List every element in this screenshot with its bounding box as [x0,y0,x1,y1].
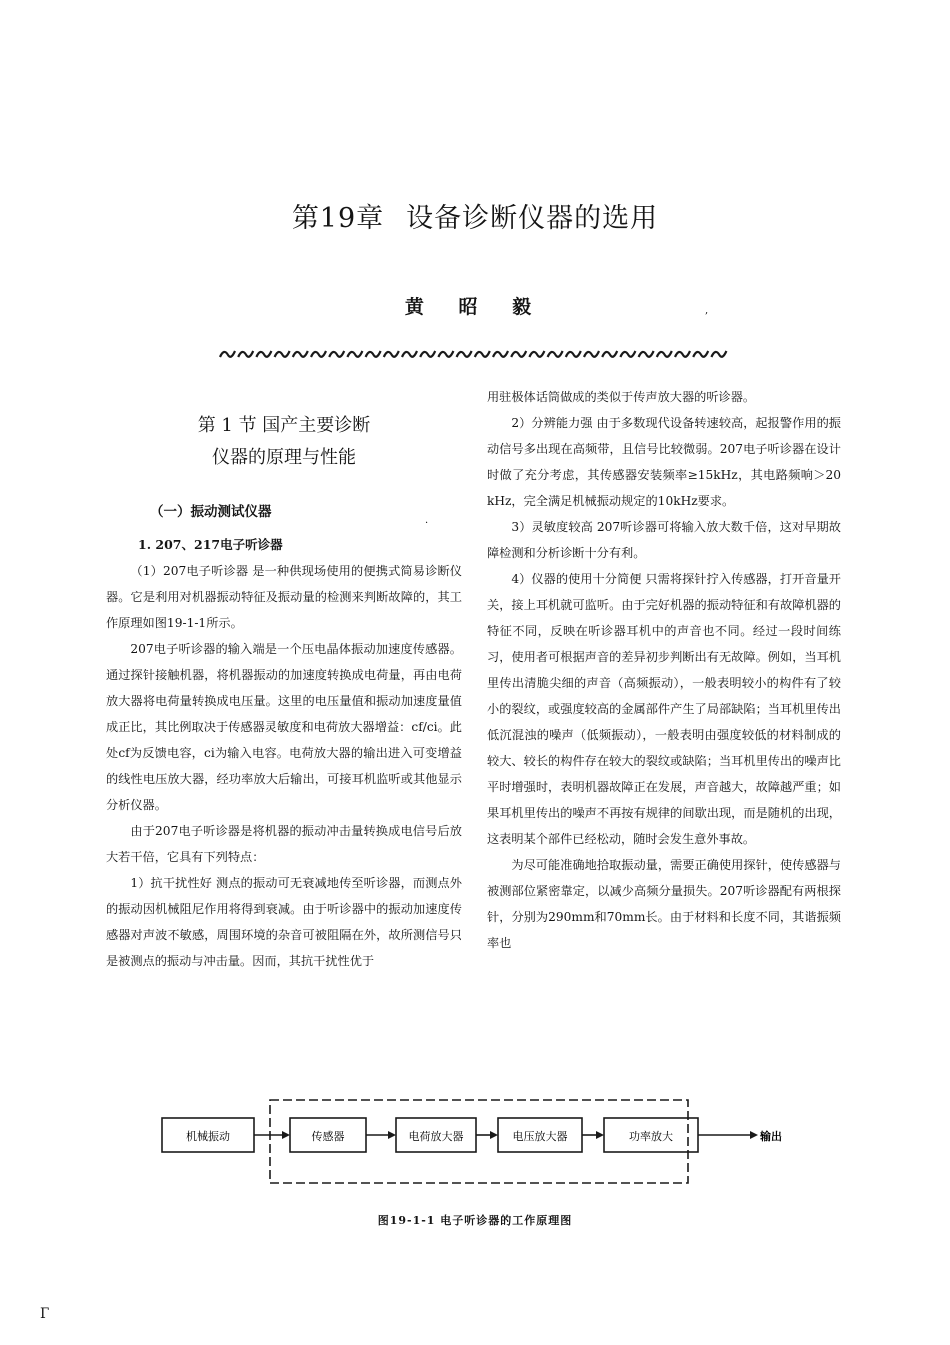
block-label: 电压放大器 [512,1130,568,1143]
paragraph: 2）分辨能力强 由于多数现代设备转速较高，起报警作用的振动信号多出现在高频带，且信号比较微弱。207电子听诊器在设计时做了充分考虑，其传感器安装频率≥15kHz，其电路频响＞20 kHz，完全满足机械振动规定的10kHz要求。 [487,416,841,508]
block-label: 传感器 [311,1130,345,1143]
paragraph: 1）抗干扰性好 测点的振动可无衰减地传至听诊器，而测点外的振动因机械阻尼作用将得到衰减。由于听诊器中的振动加速度传感器对声波不敏感，周围环境的杂音可被阻隔在外，故所测信号只是被测点的振动与冲击量。因而，其抗干扰性优于 [106,876,462,968]
paragraph: 4）仪器的使用十分简便 只需将探针拧入传感器，打开音量开关，接上耳机就可监听。由于完好机器的振动特征和有故障机器的特征不同，反映在听诊器耳机中的声音也不同。经过一段时间练习，使用者可根据声音的差异初步判断出有无故障。例如，当耳机里传出清脆尖细的声音（高频振动），一般表明较小的构件有了较小的裂纹，或强度较高的金属部件产生了局部缺陷；当耳机里传出低沉混浊的噪声（低频振动），一般表明由强度较低的材料制成的较大、较长的构件存在较大的裂纹或缺陷；当耳机里传出的噪声比平时增强时，表明机器故障正在发展，声音越大，故障越严重；如果耳机里传出的噪声不再按有规律的间歇出现，而是随机的出现，这表明某个部件已经松动，随时会发生意外事故。 [487,572,841,846]
scan-speck: , [705,305,709,316]
scan-mark: Г [40,1306,50,1322]
section-title-line1: 第 1 节 国产主要诊断 [197,415,371,436]
chapter-number: 第19章 [291,203,385,234]
author-name: 黄 昭 毅 [404,296,546,318]
right-column [487,384,841,956]
paragraph: 为尽可能准确地拾取振动量，需要正确使用探针，使传感器与被测部位紧密靠定，以减少高频分量损失。207听诊器配有两根探针，分别为290mm和70mm长。由于材料和长度不同，其谐振频率也 [487,858,841,950]
section-title [106,410,462,474]
paragraph: 207电子听诊器的输入端是一个压电晶体振动加速度传感器。通过探针接触机器，将机器振动的加速度转换成电荷量，再由电荷放大器将电荷量转换成电压量。这里的电压量值和振动加速度量值成正比，其比例取决于传感器灵敏度和电荷放大器增益：cf/ci。此处cf为反馈电容，ci为输入电容。电荷放大器的输出进入可变增益的线性电压放大器，经功率放大后输出，可接耳机监听或其他显示分析仪器。 [106,642,462,812]
paragraph: 3）灵敏度较高 207听诊器可将输入放大数千倍，这对早期故障检测和分析诊断十分有利。 [487,520,841,560]
block-label: 电荷放大器 [408,1130,464,1143]
section-title-line2: 仪器的原理与性能 [212,447,356,468]
output-label: 输出 [760,1130,782,1143]
block-label: 功率放大 [629,1130,673,1143]
subsection-heading: （一）振动测试仪器 [150,504,272,520]
ornament-divider [216,346,728,362]
chapter-name: 设备诊断仪器的选用 [406,203,659,234]
subsubsection-heading: 1. 207、217电子听诊器 [138,537,283,552]
scan-speck: · [425,518,429,529]
block-label: 机械振动 [186,1130,230,1143]
block-diagram [150,1090,800,1200]
paragraph: （1）207电子听诊器 是一种供现场使用的便携式简易诊断仪器。它是利用对机器振动特征及振动量的检测来判断故障的，其工作原理如图19-1-1所示。 [106,564,462,630]
paragraph: 由于207电子听诊器是将机器的振动冲击量转换成电信号后放大若干倍，它具有下列特点： [106,824,462,864]
paragraph-continued: 用驻极体话筒做成的类似于传声放大器的听诊器。 [487,390,756,404]
figure-caption: 图19-1-1 电子听诊器的工作原理图 [377,1214,573,1227]
left-column [106,558,462,974]
chapter-title [0,196,950,235]
